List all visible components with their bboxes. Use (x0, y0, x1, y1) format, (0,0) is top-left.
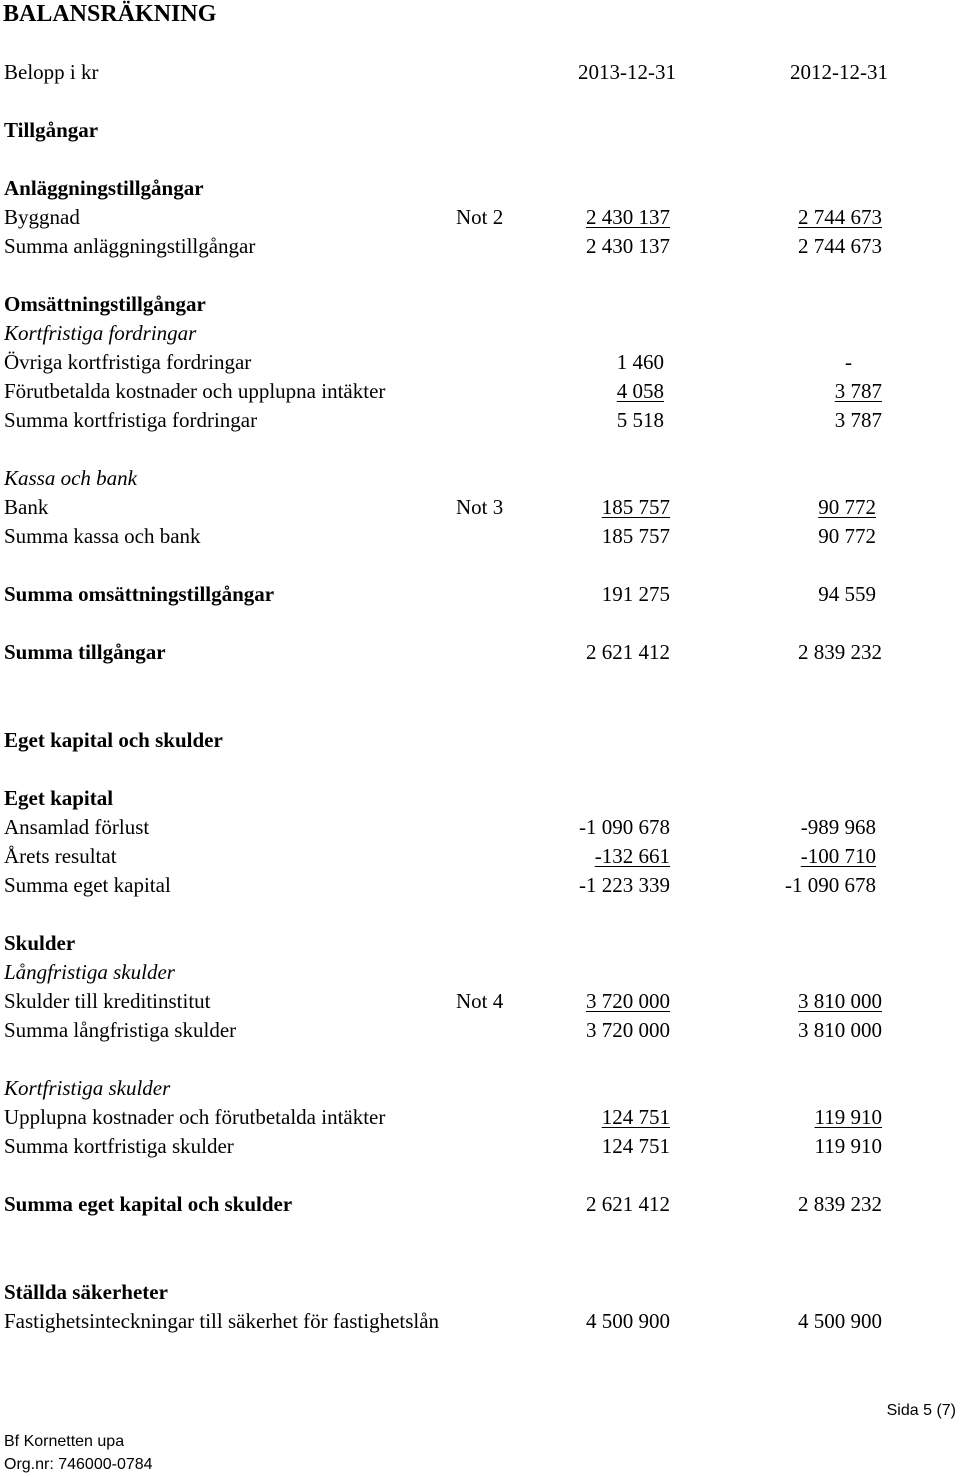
note-reference: Not 2 (456, 205, 504, 229)
value-2013: 124 751 (601, 1134, 670, 1158)
row-label: Övriga kortfristiga fordringar (4, 350, 252, 374)
row-label: Upplupna kostnader och förutbetalda intäkter (4, 1105, 386, 1129)
value-2012: 2 839 232 (798, 640, 882, 664)
table-row (0, 842, 960, 871)
sum-row (0, 232, 960, 261)
value-2013: 3 720 000 (586, 989, 670, 1013)
table-row (0, 813, 960, 842)
row-label: Fastighetsinteckningar till säkerhet för fastighetslån (4, 1309, 440, 1333)
table-row (0, 987, 960, 1016)
value-2013: 2 430 137 (586, 205, 670, 229)
sum-row (0, 1016, 960, 1045)
section-heading-assets: Tillgångar (4, 118, 99, 142)
sum-row (0, 522, 960, 551)
row-label: Summa kortfristiga skulder (4, 1134, 234, 1158)
value-2012: -1 090 678 (785, 873, 876, 897)
row-label: Summa långfristiga skulder (4, 1018, 237, 1042)
table-row (0, 348, 960, 377)
value-2012: - (845, 350, 852, 374)
total-assets-row (0, 638, 960, 667)
value-2012: 3 787 (834, 379, 882, 403)
note-reference: Not 4 (456, 989, 504, 1013)
value-2013: -1 090 678 (579, 815, 670, 839)
sum-row (0, 871, 960, 900)
value-2013: -1 223 339 (579, 873, 670, 897)
value-2013: 5 518 (616, 408, 664, 432)
value-2012: 94 559 (818, 582, 876, 606)
row-label: Summa omsättningstillgångar (4, 582, 275, 606)
value-2012: 90 772 (818, 495, 876, 519)
row-label: Byggnad (4, 205, 80, 229)
subsection-heading-equity: Eget kapital (4, 786, 114, 810)
value-2013: 185 757 (601, 495, 670, 519)
value-2013: 124 751 (601, 1105, 670, 1129)
row-label: Bank (4, 495, 49, 519)
row-label: Summa kortfristiga fordringar (4, 408, 258, 432)
value-2013: 185 757 (601, 524, 670, 548)
value-2012: 90 772 (818, 524, 876, 548)
value-2013: 3 720 000 (586, 1018, 670, 1042)
value-2012: 3 787 (834, 408, 882, 432)
table-row (0, 377, 960, 406)
value-2012: -100 710 (800, 844, 876, 868)
subsection-heading-current-assets: Omsättningstillgångar (4, 292, 206, 316)
row-label: Skulder till kreditinstitut (4, 989, 211, 1013)
group-heading-long-term: Långfristiga skulder (4, 960, 175, 984)
amount-unit-label: Belopp i kr (4, 60, 99, 84)
column-header-2013: 2013-12-31 (578, 60, 676, 84)
row-label: Summa kassa och bank (4, 524, 201, 548)
value-2012: 2 839 232 (798, 1192, 882, 1216)
note-reference: Not 3 (456, 495, 504, 519)
value-2013: 191 275 (601, 582, 670, 606)
page-number: Sida 5 (7) (886, 1402, 956, 1419)
row-label: Förutbetalda kostnader och upplupna intäkter (4, 379, 386, 403)
row-label: Ansamlad förlust (4, 815, 150, 839)
column-header-2012: 2012-12-31 (790, 60, 888, 84)
subsection-heading-fixed-assets: Anläggningstillgångar (4, 176, 204, 200)
column-header-row (0, 58, 960, 87)
value-2013: 2 430 137 (586, 234, 670, 258)
value-2012: 119 910 (814, 1105, 882, 1129)
section-heading-pledged: Ställda säkerheter (4, 1280, 168, 1304)
sum-row (0, 406, 960, 435)
value-2013: -132 661 (594, 844, 670, 868)
value-2012: 3 810 000 (798, 989, 882, 1013)
row-label: Summa tillgångar (4, 640, 166, 664)
page-title: BALANSRÄKNING (3, 1, 217, 27)
row-label: Årets resultat (4, 844, 117, 868)
value-2012: 2 744 673 (798, 234, 882, 258)
row-label: Summa eget kapital (4, 873, 171, 897)
value-2012: 4 500 900 (798, 1309, 882, 1333)
group-heading-short-term: Kortfristiga skulder (4, 1076, 171, 1100)
sum-row-current-assets (0, 580, 960, 609)
value-2013: 2 621 412 (586, 1192, 670, 1216)
table-row (0, 1307, 960, 1336)
group-heading-receivables: Kortfristiga fordringar (4, 321, 197, 345)
value-2013: 1 460 (616, 350, 664, 374)
section-heading-equity-liabilities: Eget kapital och skulder (4, 728, 223, 752)
row-label: Summa anläggningstillgångar (4, 234, 256, 258)
value-2012: -989 968 (800, 815, 876, 839)
subsection-heading-liabilities: Skulder (4, 931, 76, 955)
organization-name: Bf Kornetten upa (4, 1433, 125, 1450)
table-row (0, 493, 960, 522)
value-2013: 4 058 (616, 379, 664, 403)
value-2012: 119 910 (814, 1134, 882, 1158)
value-2012: 2 744 673 (798, 205, 882, 229)
table-row (0, 1103, 960, 1132)
group-heading-cash: Kassa och bank (4, 466, 137, 490)
value-2013: 4 500 900 (586, 1309, 670, 1333)
sum-row (0, 1132, 960, 1161)
organization-number: Org.nr: 746000-0784 (4, 1456, 153, 1473)
value-2012: 3 810 000 (798, 1018, 882, 1042)
table-row (0, 203, 960, 232)
total-equity-liabilities-row (0, 1190, 960, 1219)
value-2013: 2 621 412 (586, 640, 670, 664)
organization-info (4, 1430, 153, 1476)
row-label: Summa eget kapital och skulder (4, 1192, 293, 1216)
